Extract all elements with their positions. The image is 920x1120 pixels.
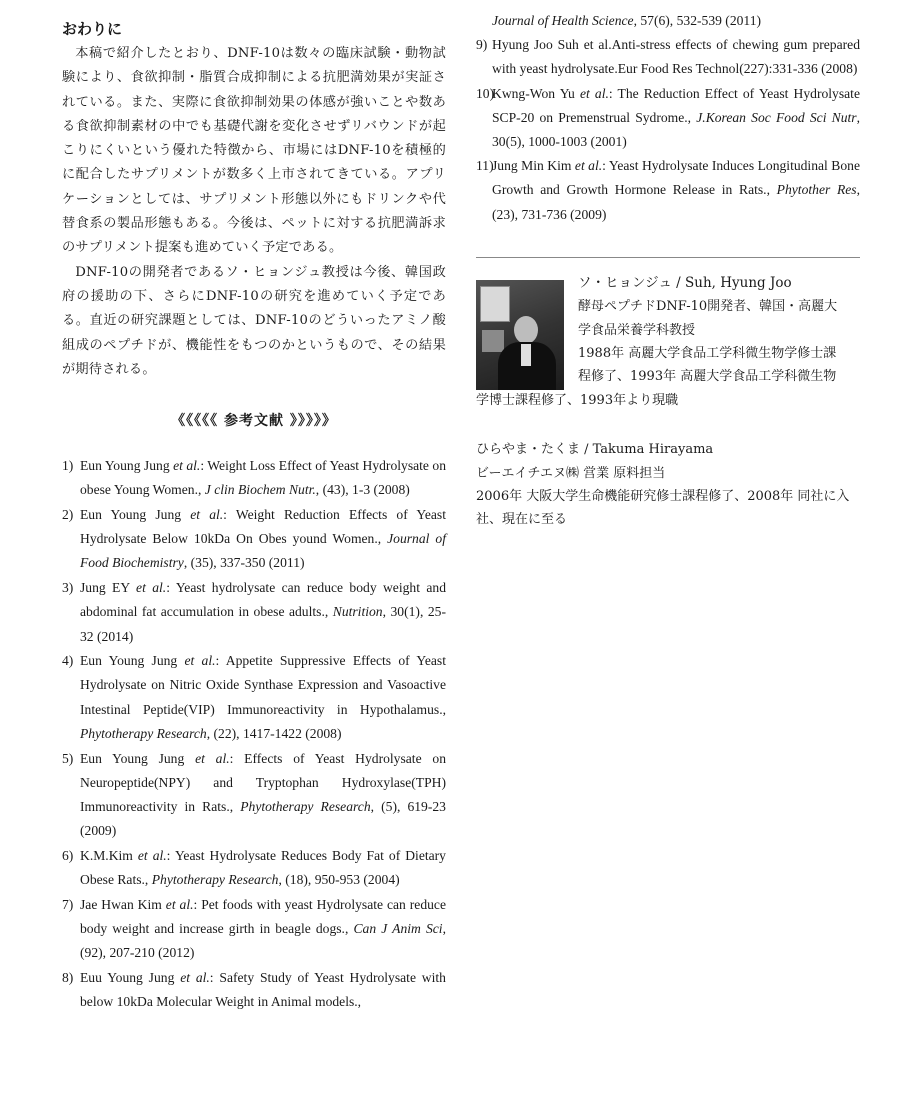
author-profile-1 [476,272,860,412]
reference-number: 6) [62,847,74,863]
reference-authors: Jae Hwan Kim [80,896,166,912]
reference-authors: Jung EY [80,580,137,596]
reference-tail: , (43), 1-3 (2008) [315,482,410,498]
reference-journal: Phytotherapy Research [151,872,279,888]
reference-tail: , 57(6), 532-539 (2011) [633,13,762,28]
reference-etal: et al. [579,85,609,101]
section-divider [476,257,860,258]
reference-title: : Pet foods with yeast Hydrolysate can reduce body weight and increase girth in beagle dogs., [80,896,446,937]
reference-item [62,966,446,1014]
reference-title: : Yeast Hydrolysate Reduces Body Fat of Dietary Obese Rats., [80,847,446,888]
author-bio-line: 1988年 高麗大学食品工学科微生物学修士課 [578,346,837,362]
reference-authors: Eun Young Jung [80,653,185,669]
reference-item [62,649,446,746]
reference-number: 4) [62,653,74,669]
reference-journal: Phytotherapy Research [240,799,371,814]
reference-etal: et al. [180,969,210,985]
reference-title: : Effects of Yeast Hydrolysate on Neuropeptide(NPY) and Tryptophan Hydroxylase(TPH) Immunoreactivity in Rats., [80,750,446,814]
reference-item [62,844,446,892]
reference-tail: , (35), 337-350 (2011) [183,555,305,571]
reference-etal: et al. [173,458,201,474]
reference-journal: Phytotherapy Research [80,725,207,741]
reference-title: : Safety Study of Yeast Hydrolysate with below 10kDa Molecular Weight in Animal models., [80,969,446,1010]
right-column [476,0,860,532]
reference-number: 9) [476,37,488,53]
reference-tail: , (92), 207-210 (2012) [80,921,446,961]
left-column [62,0,446,1015]
reference-tail: , (18), 950-953 (2004) [278,872,400,888]
conclusion-paragraph-1: 本稿で紹介したとおり、DNF-10は数々の臨床試験・動物試験により、食欲抑制・脂質合成抑制による抗肥満効果が実証されている。また、実際に食欲抑制効果の体感が強いことや数ある食欲抑制素材の中でも基礎代謝を変化させずリバウンドが起こりにくいという優れた特徴から、市場にはDNF-10を積極的に配合したサプリメントが数多く上市されてきている。アプリケーションとしては、サプリメント形態以外にもドリンクや代替食系の製品形態もある。今後は、ペットに対する抗肥満訴求のサプリメント提案も進めていく予定である。 [62,46,446,256]
reference-item [476,82,860,155]
author-name: ひらやま・たくま / Takuma Hirayama [476,442,714,458]
reference-authors: K.M.Kim [80,847,138,863]
reference-item [62,893,446,966]
reference-journal: Journal of Health Science [492,13,634,28]
reference-tail: , (22), 1417-1422 (2008) [206,725,342,741]
reference-number: 1) [62,458,74,474]
reference-tail: , 30(1), 25-32 (2014) [80,604,446,644]
reference-item [476,154,860,227]
reference-title: : Weight Reduction Effects of Yeast Hydrolysate Below 10kDa On Obes yound Women., [80,507,446,547]
reference-etal: et al. [136,580,167,596]
reference-title: : The Reduction Effect of Yeast Hydrolysate SCP-20 on Premenstrual Sydrome., [492,85,860,125]
reference-title: : Appetite Suppressive Effects of Yeast Hydrolysate on Nitric Oxide Synthase Expression and Vasoactive Intestinal Peptide(VIP) Immunoreactivity in Hypothalamus., [80,653,446,717]
reference-number: 11) [476,158,494,174]
reference-item [476,33,860,81]
reference-authors: Kwng-Won Yu [492,85,580,101]
reference-title: Anti-stress effects of chewing gum prepared with yeast hydrolysate.Eur Food Res Technol(227):331-336 (2008) [492,37,860,77]
author-bio-line: 学博士課程修了、1993年より現職 [476,392,679,408]
reference-number: 8) [62,969,74,985]
reference-etal: et al. [574,158,603,174]
reference-number: 3) [62,580,74,596]
reference-journal: Journal of Food Biochemistry [80,531,446,571]
reference-title: : Weight Loss Effect of Yeast Hydrolysate on obese Young Women., [80,458,446,498]
reference-etal: et al. [137,847,167,863]
reference-tail: , (5), 619-23 (2009) [80,799,446,839]
author-profile-2 [476,438,860,532]
reference-journal: Can J Anim Sci [353,921,443,937]
author-name: ソ・ヒョンジュ / Suh, Hyung Joo [578,274,792,291]
reference-etal: et al. [190,507,224,523]
reference-authors: Eun Young Jung [80,458,174,474]
author-bio-line: 酵母ペプチドDNF-10開発者、韓国・高麗大 [578,299,838,315]
reference-item [62,576,446,649]
references-list [62,454,446,1014]
reference-number: 5) [62,750,74,766]
reference-title: : Yeast Hydrolysate Induces Longitudinal Bone Growth and Growth Hormone Release in Rats., [492,158,860,198]
author-bio-line: 学食品栄養学科教授 [578,322,696,338]
reference-authors: Hyung Joo Suh et al. [492,37,612,53]
reference-journal: J clin Biochem Nutr. [204,482,316,498]
reference-authors: Euu Young Jung [80,969,181,985]
references-list-continued [476,9,860,227]
reference-item [62,503,446,576]
author-bio-line: 程修了、1993年 高麗大学食品工学科微生物 [578,369,837,385]
author-photo [476,280,564,390]
references-title: 《《《《《 参考文献 》》》》》 [171,413,337,430]
reference-authors: Eun Young Jung [80,750,196,766]
author-bio-line: 2006年 大阪大学生命機能研究修士課程修了、2008年 同社に入社、現在に至る [476,489,850,528]
reference-tail: , 30(5), 1000-1003 (2001) [492,109,860,150]
reference-authors: Eun Young Jung [80,507,191,523]
conclusion-paragraph-2: DNF-10の開発者であるソ・ヒョンジュ教授は今後、韓国政府の援助の下、さらにDNF-10の研究を進めていく予定である。直近の研究課題としては、DNF-10のどういったアミノ酸組成のペプチドが、機能性をもつのかというもので、その結果が期待される。 [62,264,446,377]
reference-number: 2) [62,507,74,523]
reference-number: 10) [476,85,495,101]
reference-item [62,747,446,844]
reference-authors: Jung Min Kim [492,158,575,174]
reference-journal: J.Korean Soc Food Sci Nutr [696,109,857,125]
reference-etal: et al. [165,896,194,912]
reference-tail: , (23), 731-736 (2009) [492,182,860,222]
conclusion-heading: おわりに [62,20,123,38]
reference-journal: Nutrition [332,604,383,620]
reference-etal: et al. [184,653,216,669]
reference-continuation [476,9,860,33]
reference-item [62,454,446,502]
reference-journal: Phytother Res [776,182,857,198]
reference-title: : Yeast hydrolysate can reduce body weight and abdominal fat accumulation in obese adults., [80,580,446,620]
reference-number: 7) [62,896,74,912]
reference-etal: et al. [195,750,230,766]
author-bio-line: ビーエイチエヌ㈱ 営業 原料担当 [476,465,666,481]
